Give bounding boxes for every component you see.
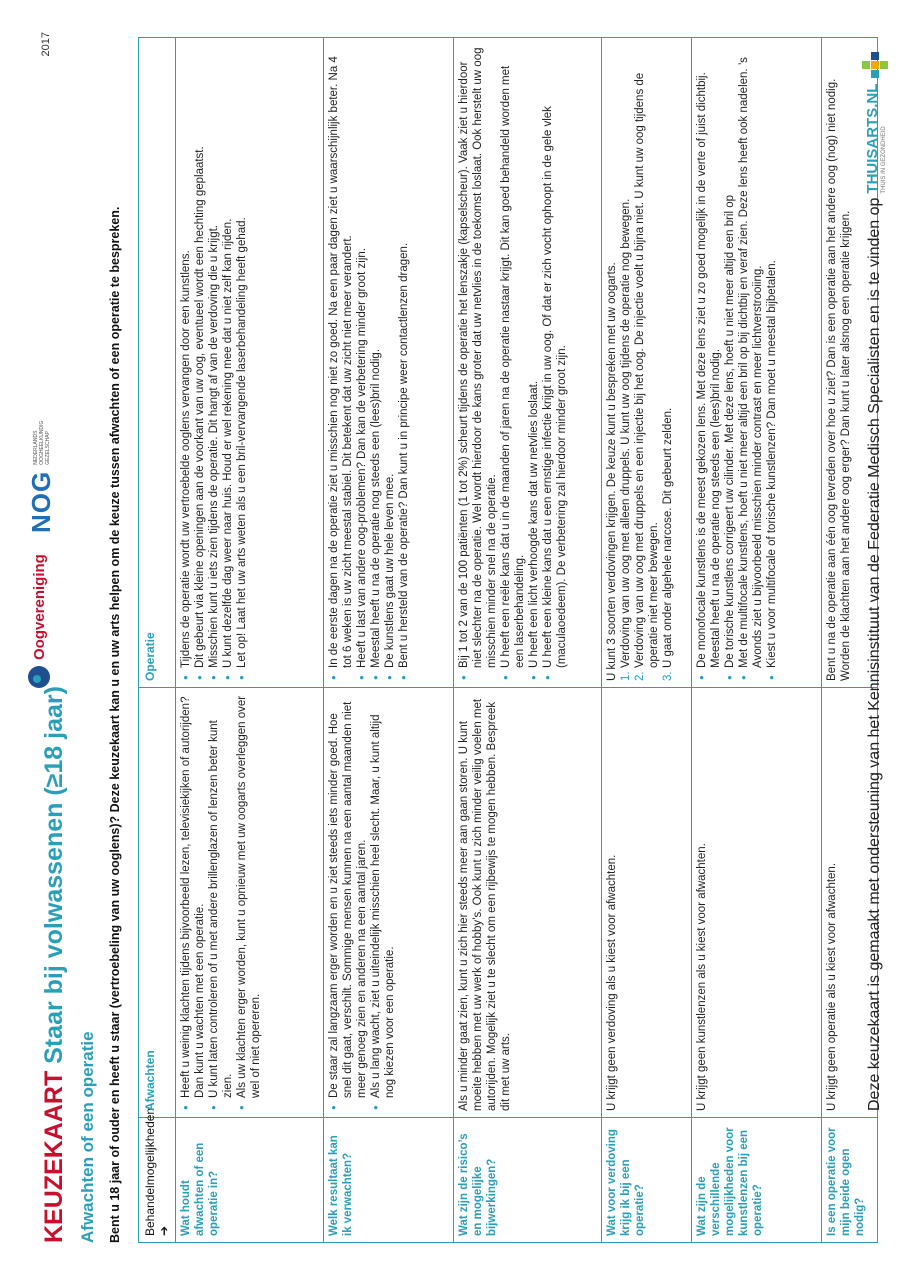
- list-item: 3. U gaat onder algehele narcose. Dit gebeurt zelden.: [662, 407, 674, 681]
- row-question: Wat voor verdoving krijg ik bij een operatie?: [602, 1118, 692, 1243]
- header-wait: Afwachten: [139, 688, 176, 1118]
- list-item: ● De monofocale kunstlens is de meest gekozen lens. Met deze lens ziet u zo goed mogelijk in de verte of juist dichtbij. Meestal heeft u na de operatie nog steeds een (lees)bril nodig.: [695, 44, 723, 668]
- list-item: ● U kunt laten controleren of u met andere brillenglazen of lenzen beter kunt zien.: [207, 694, 235, 1098]
- wait-cell: [176, 688, 324, 1118]
- page-subtitle: Afwachten of een operatie: [78, 1031, 97, 1243]
- table-header-row: [139, 38, 176, 1243]
- list-item: ● Als u lang wacht, ziet u uiteindelijk misschien heel slecht. Maar, u kunt altijd nog kiezen voor een operatie.: [369, 694, 397, 1098]
- year-label: 2017: [40, 32, 52, 57]
- list-item: ● Dit gebeurt via kleine openingen aan de voorkant van uw oog, eventueel wordt een hechting geplaatst.: [193, 44, 207, 668]
- wait-cell: [454, 688, 602, 1118]
- decision-table: [138, 37, 878, 1243]
- wait-text: U krijgt geen operatie als u kiest voor afwachten.: [826, 862, 838, 1111]
- table-row: [324, 38, 454, 1243]
- list-item: ● De torische kunstlens corrigeert uw cilinder. Met deze lens, hoeft u niet meer altijd een bril op: [723, 44, 737, 668]
- oogvereniging-logo: [28, 554, 50, 688]
- row-question: Is een operatie voor mijn beide ogen nodig?: [822, 1118, 878, 1243]
- operation-cell: [324, 38, 454, 688]
- row-question: Welk resultaat kan ik verwachten?: [324, 1118, 454, 1243]
- operation-cell: [176, 38, 324, 688]
- row-question: Wat zijn de verschillende mogelijkheden voor kunstlenzen bij een operatie?: [692, 1118, 822, 1243]
- table-row: [692, 38, 822, 1243]
- wait-text: Als u minder gaat zien, kunt u zich hier steeds meer aan gaan storen. U kunt moeite hebben met uw werk of hobby’s. Ook kunt u zich minder veilig voelen met autorijden. Mogelijk ziet u te slecht om een rijbewijs te mogen hebben. Bespreek dit met uw arts.: [458, 698, 512, 1111]
- row-question: Wat houdt afwachten of een operatie in?: [176, 1118, 324, 1243]
- list-item: ● Als uw klachten erger worden, kunt u opnieuw met uw oogarts overleggen over wel of niet opereren.: [235, 694, 263, 1098]
- list-item: ● Heeft u last van andere oog-problemen? Dan kan de verbetering minder groot zijn.: [355, 44, 369, 668]
- title-topic: Staar bij volwassenen (≥18 jaar): [40, 686, 68, 1064]
- oogvereniging-name: Oogvereniging: [30, 554, 48, 660]
- nog-name: NOG: [26, 470, 56, 533]
- operation-cell: [454, 38, 602, 688]
- list-item: ● De kunstlens gaat uw hele leven mee.: [383, 44, 397, 668]
- footer: [862, 52, 888, 1111]
- page-title: [40, 686, 69, 1243]
- nog-subtitle: NEDERLANDS OOGHEELKUNDIG GEZELSCHAP: [32, 420, 51, 465]
- list-item: ● U heeft een licht verhoogde kans dat uw netvlies loslaat.: [527, 44, 541, 668]
- list-item: ● Tijdens de operatie wordt uw vertroebelde ooglens vervangen door een kunstlens.: [179, 44, 193, 668]
- footer-text: Deze keuzekaart is gemaakt met ondersteuning van het Kennisinstituut van de Federatie Medisch Specialisten en is te vinden op: [866, 197, 883, 1111]
- wait-cell: [602, 688, 692, 1118]
- header-options: Behandelmogelijkheden ➔: [139, 1118, 176, 1243]
- operation-cell: [692, 38, 822, 688]
- list-item: ● U heeft een reële kans dat u in de maanden of jaren na de operatie nastaar krijgt. Dit kan goed behandeld worden met een laserbehandeling.: [499, 44, 527, 668]
- operation-cell: [602, 38, 692, 688]
- list-item: ● Misschien kunt u iets zien tijdens de operatie. Dit hangt af van de verdoving die u krijgt.: [207, 44, 221, 668]
- title-keuzekaart: KEUZEKAART: [40, 1070, 68, 1243]
- list-item: ● In de eerste dagen na de operatie ziet u misschien nog niet zo goed. Na een paar dagen ziet u waarschijnlijk beter. Na 4 tot 6 weken is uw zicht meestal stabiel. Dit betekent dat uw zicht niet meer verandert.: [327, 44, 355, 668]
- operation-intro: U kunt 3 soorten verdovingen krijgen. De keuze kunt u bespreken met uw oogarts.: [606, 262, 618, 681]
- list-item: 2. Verdoving van uw oog met druppels en een injectie bij het oog. De injectie voelt u bijna niet. U kunt uw oog tijdens de operatie niet meer bewegen.: [634, 72, 660, 681]
- list-item: ● Heeft u weinig klachten tijdens bijvoorbeeld lezen, televisiekijken of autorijden? Dan kunt u wachten met een operatie.: [179, 694, 207, 1098]
- list-item: ● Meestal heeft u na de operatie nog steeds een (lees)bril nodig.: [369, 44, 383, 668]
- list-item: ● Bent u hersteld van de operatie? Dan kunt u in principe weer contactlenzen dragen.: [397, 44, 411, 668]
- nog-logo: [26, 415, 57, 533]
- list-item: ● Bij 1 tot 2 van de 100 patiënten (1 tot 2%) scheurt tijdens de operatie het lenszakje (kapselscheur). Vaak ziet u hierdoor niet slechter na de operatie. Wel wordt hierdoor de kans groter dat uw netvlies in de toekomst loslaat. Ook herstelt uw oog misschien minder snel na de operatie.: [457, 44, 499, 668]
- list-item: ● U heeft een kleine kans dat u een ernstige infectie krijgt in uw oog. Of dat er zich vocht ophoopt in de gele vlek (maculaoedeem). De verbetering zal hierdoor minder groot zijn.: [541, 44, 569, 668]
- wait-text: U krijgt geen verdoving als u kiest voor afwachten.: [606, 854, 618, 1111]
- list-item: ● Met de multifocale kunstlens, hoeft u niet meer altijd een bril op bij dichtbij en veraf zien. Deze lens heeft ook nadelen. ’s Avonds ziet u bijvoorbeeld misschien minder contrast en meer lichtverstrooiing.: [737, 44, 765, 668]
- list-item: ● De staar zal langzaam erger worden en u ziet steeds iets minder goed. Hoe snel dit gaat, verschilt. Sommige mensen kunnen na een aantal maanden niet meer genoeg zien en anderen na een aantal jaren.: [327, 694, 369, 1098]
- eye-drop-icon: [28, 666, 50, 688]
- thuisarts-brand: [864, 84, 887, 194]
- wait-cell: [692, 688, 822, 1118]
- list-item: ● U kunt dezelfde dag weer naar huis. Houd er wel rekening mee dat u niet zelf kan rijden.: [221, 44, 235, 668]
- list-item: 1. Verdoving van uw oog met alleen druppels. U kunt uw oog tijdens de operatie nog bewegen.: [620, 198, 632, 681]
- list-item: ● Kiest u voor multifocale of torische kunstlenzen? Dan moet u meestal bijbetalen.: [765, 44, 779, 668]
- table-row: [602, 38, 692, 1243]
- wait-text: U krijgt geen kunstlenzen als u kiest voor afwachten.: [696, 843, 708, 1111]
- list-item: ● Let op! Laat het uw arts weten als u een bril-vervangende laserbehandeling heeft gehad.: [235, 44, 249, 668]
- wait-cell: [324, 688, 454, 1118]
- table-row: [454, 38, 602, 1243]
- thuisarts-plus-icon: [862, 52, 888, 78]
- thuisarts-tagline: THUIS IN GEZONDHEID: [880, 126, 887, 194]
- header-operation: Operatie: [139, 38, 176, 688]
- intro-question: Bent u 18 jaar of ouder en heeft u staar (vertroebeling van uw ooglens)? Deze keuzekaart kan u en uw arts helpen om de keuze tussen afwachten of een operatie te bespreken.: [108, 206, 122, 1243]
- operation-text: Bent u na de operatie aan één oog tevreden over hoe u ziet? Dan is een operatie aan het andere oog (nog) niet nodig. Worden de klachten aan het andere oog erger? Dan kunt u later alsnog een operatie krijgen.: [826, 78, 852, 681]
- table-row: [176, 38, 324, 1243]
- thuisarts-name: THUISARTS.NL: [863, 83, 881, 194]
- row-question: Wat zijn de risico’s en mogelijke bijwerkingen?: [454, 1118, 602, 1243]
